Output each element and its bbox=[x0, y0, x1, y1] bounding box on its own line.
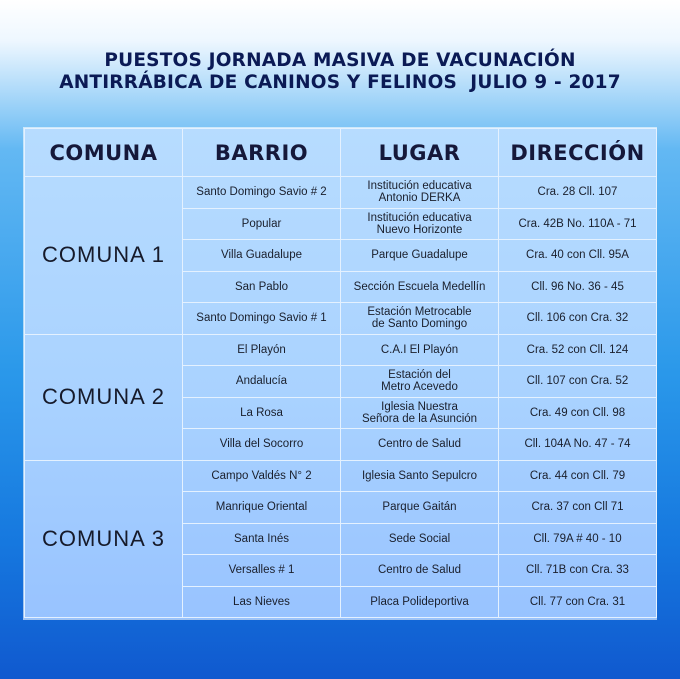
lugar-line: Iglesia Nuestra bbox=[381, 400, 458, 413]
lugar-line: Parque Guadalupe bbox=[371, 249, 468, 262]
direccion-cell: Cra. 52 con Cll. 124 bbox=[499, 334, 657, 366]
lugar-line: Placa Polideportiva bbox=[370, 595, 469, 608]
comuna-cell: COMUNA 1 bbox=[25, 177, 183, 335]
lugar-cell bbox=[341, 366, 499, 398]
lugar-line: Estación Metrocable bbox=[367, 306, 472, 319]
lugar-cell bbox=[341, 177, 499, 209]
lugar-cell bbox=[341, 240, 499, 272]
lugar-line: Antonio DERKA bbox=[378, 192, 461, 205]
barrio-cell: Villa del Socorro bbox=[183, 429, 341, 461]
lugar-line: Centro de Salud bbox=[377, 438, 462, 451]
barrio-cell: Las Nieves bbox=[183, 586, 341, 618]
lugar-line: Señora de la Asunción bbox=[361, 412, 478, 425]
direccion-cell: Cll. 77 con Cra. 31 bbox=[499, 586, 657, 618]
barrio-cell: Santo Domingo Savio # 2 bbox=[183, 177, 341, 209]
lugar-cell bbox=[341, 492, 499, 524]
title-line-1: PUESTOS JORNADA MASIVA DE VACUNACIÓN bbox=[104, 50, 576, 71]
header-barrio: BARRIO bbox=[183, 129, 341, 177]
barrio-cell: El Playón bbox=[183, 334, 341, 366]
direccion-cell: Cra. 49 con Cll. 98 bbox=[499, 397, 657, 429]
lugar-line: Sección Escuela Medellín bbox=[353, 280, 486, 293]
direccion-cell: Cra. 28 Cll. 107 bbox=[499, 177, 657, 209]
lugar-cell bbox=[341, 586, 499, 618]
barrio-cell: Santo Domingo Savio # 1 bbox=[183, 303, 341, 335]
barrio-cell: Manrique Oriental bbox=[183, 492, 341, 524]
direccion-cell: Cll. 96 No. 36 - 45 bbox=[499, 271, 657, 303]
barrio-cell: La Rosa bbox=[183, 397, 341, 429]
header-comuna: COMUNA bbox=[25, 129, 183, 177]
table-header-row bbox=[25, 129, 657, 177]
comuna-cell: COMUNA 3 bbox=[25, 460, 183, 618]
table-row bbox=[25, 334, 657, 366]
table-body bbox=[25, 177, 657, 618]
barrio-cell: Popular bbox=[183, 208, 341, 240]
lugar-line: Nuevo Horizonte bbox=[376, 223, 463, 236]
header-direccion: DIRECCIÓN bbox=[499, 129, 657, 177]
lugar-line: Sede Social bbox=[388, 532, 451, 545]
direccion-cell: Cll. 106 con Cra. 32 bbox=[499, 303, 657, 335]
barrio-cell: Santa Inés bbox=[183, 523, 341, 555]
lugar-line: Institución educativa bbox=[367, 211, 472, 224]
lugar-line: Metro Acevedo bbox=[381, 381, 458, 394]
lugar-cell bbox=[341, 303, 499, 335]
barrio-cell: Campo Valdés N° 2 bbox=[183, 460, 341, 492]
lugar-line: de Santo Domingo bbox=[371, 318, 468, 331]
lugar-line: Institución educativa bbox=[367, 180, 472, 193]
table-row bbox=[25, 177, 657, 209]
lugar-cell bbox=[341, 271, 499, 303]
lugar-cell bbox=[341, 208, 499, 240]
comuna-cell: COMUNA 2 bbox=[25, 334, 183, 460]
direccion-cell: Cll. 71B con Cra. 33 bbox=[499, 555, 657, 587]
direccion-cell: Cll. 107 con Cra. 52 bbox=[499, 366, 657, 398]
barrio-cell: Versalles # 1 bbox=[183, 555, 341, 587]
lugar-cell bbox=[341, 334, 499, 366]
lugar-cell bbox=[341, 523, 499, 555]
lugar-line: Iglesia Santo Sepulcro bbox=[361, 469, 478, 482]
barrio-cell: Andalucía bbox=[183, 366, 341, 398]
lugar-cell bbox=[341, 429, 499, 461]
lugar-cell bbox=[341, 397, 499, 429]
header-lugar: LUGAR bbox=[341, 129, 499, 177]
lugar-line: Estación del bbox=[388, 369, 451, 382]
table-row bbox=[25, 460, 657, 492]
vaccination-table bbox=[24, 128, 657, 618]
vaccination-table-panel bbox=[24, 128, 656, 619]
lugar-line: Parque Gaitán bbox=[382, 501, 457, 514]
page-title bbox=[0, 50, 680, 94]
lugar-line: Centro de Salud bbox=[377, 564, 462, 577]
lugar-cell bbox=[341, 555, 499, 587]
barrio-cell: Villa Guadalupe bbox=[183, 240, 341, 272]
barrio-cell: San Pablo bbox=[183, 271, 341, 303]
direccion-cell: Cll. 104A No. 47 - 74 bbox=[499, 429, 657, 461]
direccion-cell: Cra. 44 con Cll. 79 bbox=[499, 460, 657, 492]
direccion-cell: Cra. 40 con Cll. 95A bbox=[499, 240, 657, 272]
direccion-cell: Cra. 42B No. 110A - 71 bbox=[499, 208, 657, 240]
direccion-cell: Cra. 37 con Cll 71 bbox=[499, 492, 657, 524]
direccion-cell: Cll. 79A # 40 - 10 bbox=[499, 523, 657, 555]
lugar-cell bbox=[341, 460, 499, 492]
title-line-2: ANTIRRÁBICA DE CANINOS Y FELINOS JULIO 9 - 2017 bbox=[59, 72, 621, 93]
lugar-line: C.A.I El Playón bbox=[380, 343, 459, 356]
